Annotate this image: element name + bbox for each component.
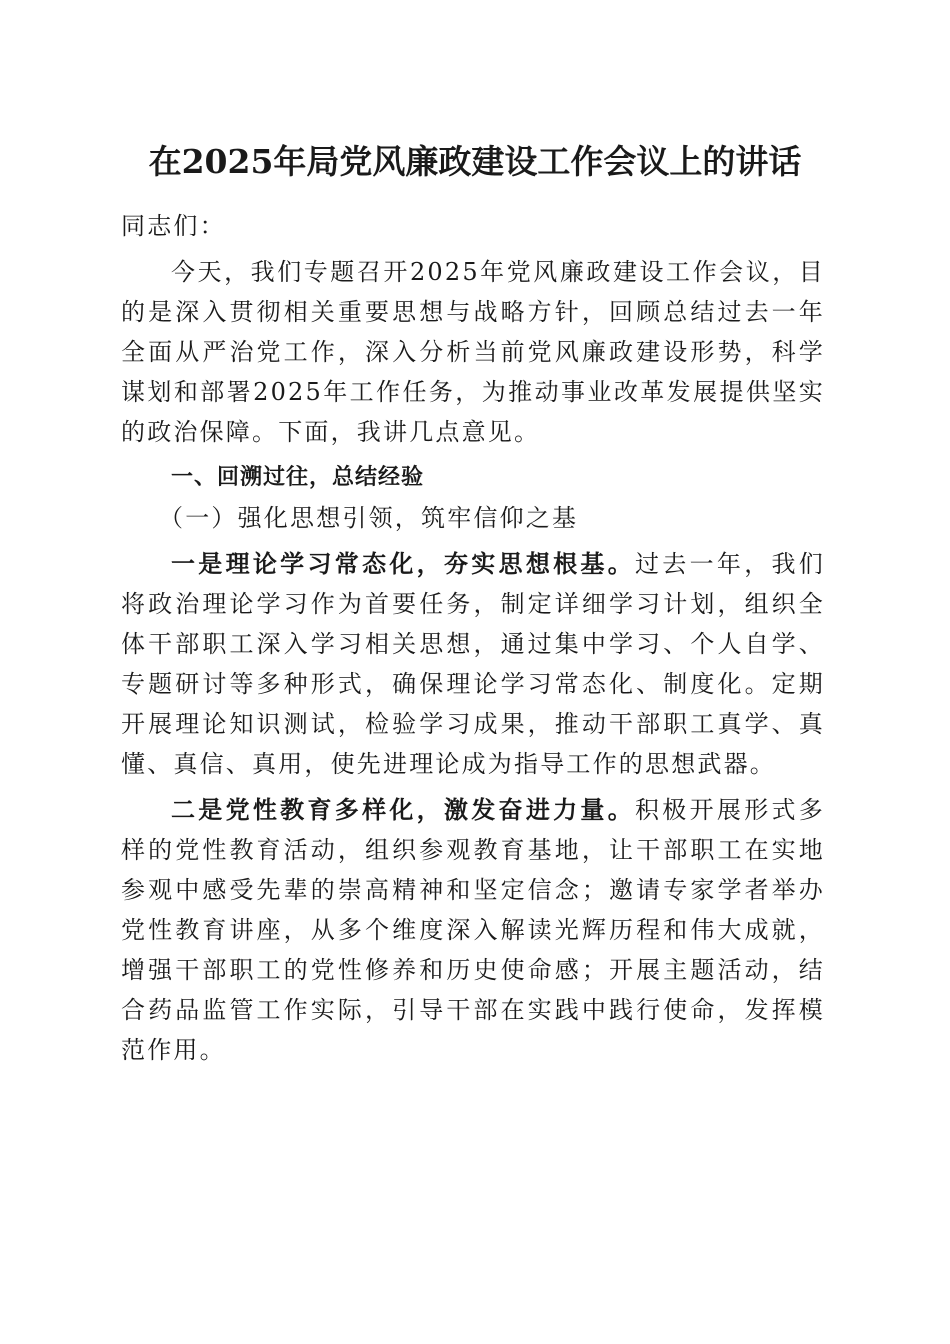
document-title: 在2025年局党风廉政建设工作会议上的讲话	[148, 142, 802, 181]
paragraph-1-lead: 一是理论学习常态化，夯实思想根基。	[171, 549, 636, 578]
subsection-heading-1: （一）强化思想引领，筑牢信仰之基	[159, 504, 579, 532]
paragraph-2-text: 积极开展形式多样的党性教育活动，组织参观教育基地，让干部职工在实地参观中感受先辈的崇高精神和坚定信念；邀请专家学者举办党性教育讲座，从多个维度深入解读光辉历程和伟大成就，增强干部职工的党性修养和历史使命感；开展主题活动，结合药品监管工作实际，引导干部在实践中践行使命，发挥模范作用。	[121, 796, 825, 1064]
paragraph-1-text: 过去一年，我们将政治理论学习作为首要任务，制定详细学习计划，组织全体干部职工深入学习相关思想，通过集中学习、个人自学、专题研讨等多种形式，确保理论学习常态化、制度化。定期开展理论知识测试，检验学习成果，推动干部职工真学、真懂、真信、真用，使先进理论成为指导工作的思想武器。	[121, 550, 825, 778]
document-body	[121, 206, 825, 1070]
paragraph-1	[121, 544, 825, 784]
paragraph-2-lead: 二是党性教育多样化，激发奋进力量。	[171, 795, 636, 824]
salutation: 同志们：	[121, 212, 226, 240]
intro-paragraph: 今天，我们专题召开2025年党风廉政建设工作会议，目的是深入贯彻相关重要思想与战略方针，回顾总结过去一年全面从严治党工作，深入分析当前党风廉政建设形势，科学谋划和部署2025年工作任务，为推动事业改革发展提供坚实的政治保障。下面，我讲几点意见。	[121, 258, 825, 446]
paragraph-2	[121, 790, 825, 1070]
section-heading-1: 一、回溯过往，总结经验	[171, 465, 425, 490]
